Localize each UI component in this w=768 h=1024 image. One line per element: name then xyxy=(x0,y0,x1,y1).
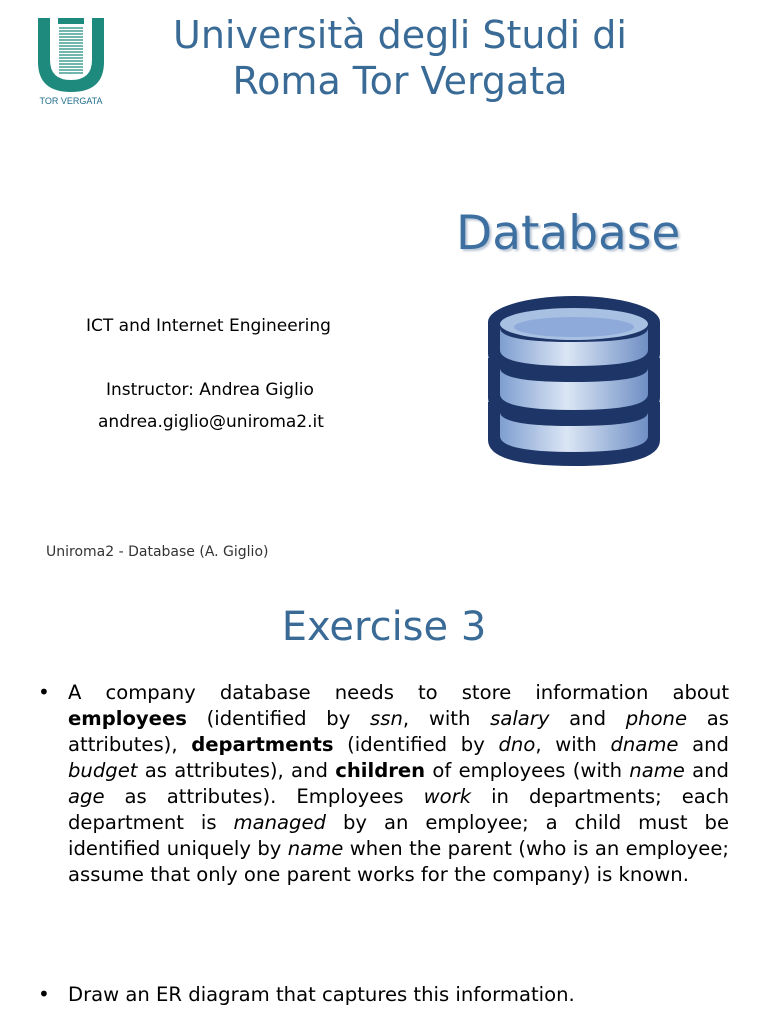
text-run: and xyxy=(549,707,626,730)
slide-footer: Uniroma2 - Database (A. Giglio) xyxy=(46,544,269,560)
exercise-title: Exercise 3 xyxy=(281,604,487,650)
bold-term: departments xyxy=(191,733,334,756)
text-run: (identified by xyxy=(186,707,371,730)
text-run: and xyxy=(684,759,729,782)
italic-term: managed xyxy=(233,811,326,834)
bullet-icon: • xyxy=(38,982,50,1006)
text-run: , with xyxy=(535,733,611,756)
italic-term: work xyxy=(423,785,472,808)
text-run: as attributes). Employees xyxy=(104,785,424,808)
italic-term: phone xyxy=(625,707,688,730)
text-run: A company database needs to store information about xyxy=(68,681,729,704)
bullet-icon: • xyxy=(38,680,50,704)
exercise-paragraph xyxy=(68,680,729,888)
text-run: as attributes), and xyxy=(137,759,336,782)
university-title xyxy=(120,12,680,104)
program-name: ICT and Internet Engineering xyxy=(86,316,331,336)
italic-term: age xyxy=(68,785,105,808)
italic-term: dno xyxy=(498,733,536,756)
text-run: and xyxy=(678,733,729,756)
italic-term: dname xyxy=(610,733,679,756)
database-icon xyxy=(486,294,662,468)
italic-term: salary xyxy=(490,707,550,730)
university-logo-icon xyxy=(36,16,106,108)
instructor-email[interactable]: andrea.giglio@uniroma2.it xyxy=(98,412,324,432)
university-title-line2: Roma Tor Vergata xyxy=(232,59,568,103)
bold-term: children xyxy=(335,759,426,782)
bold-term: employees xyxy=(68,707,187,730)
text-run: , with xyxy=(402,707,491,730)
italic-term: name xyxy=(629,759,685,782)
text-run: (identified by xyxy=(333,733,499,756)
text-run: as attributes), xyxy=(68,707,729,756)
italic-term: name xyxy=(287,837,344,860)
italic-term: ssn xyxy=(370,707,403,730)
italic-term: budget xyxy=(68,759,138,782)
course-title: Database xyxy=(456,206,681,261)
text-run: in departments; each department is xyxy=(68,785,729,834)
university-title-line1: Università degli Studi di xyxy=(173,13,627,57)
text-run: of employees (with xyxy=(425,759,630,782)
logo-text: TOR VERGATA xyxy=(39,96,103,106)
exercise-task: Draw an ER diagram that captures this information. xyxy=(68,983,575,1006)
text-run: when the parent (who is an employee; assume that only one parent works for the company) is known. xyxy=(68,837,729,886)
instructor-name: Instructor: Andrea Giglio xyxy=(106,380,314,400)
text-run: by an employee; a child must be identified uniquely by xyxy=(68,811,729,860)
